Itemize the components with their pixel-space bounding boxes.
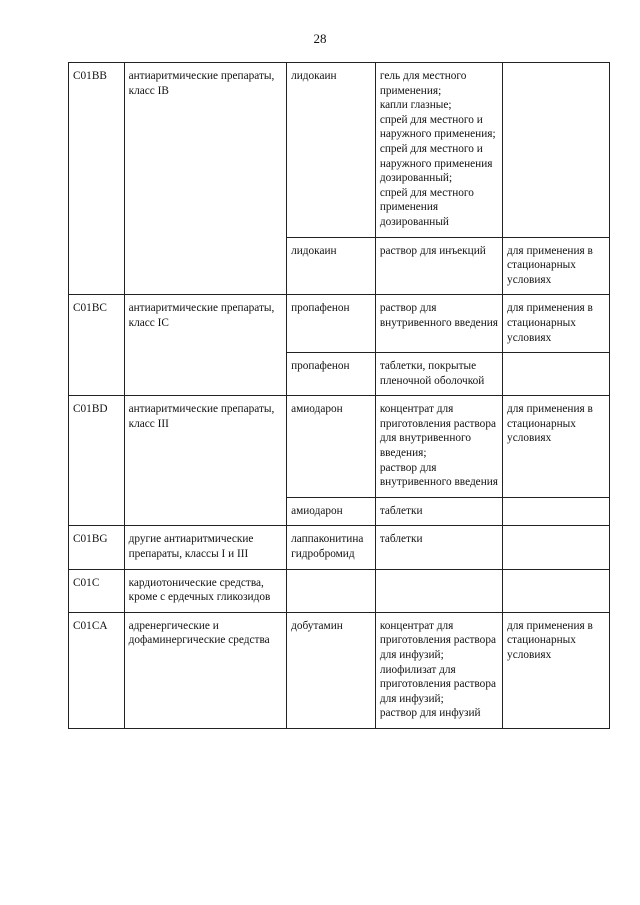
atc-group-cell: антиаритмические препараты, класс III [124,396,287,526]
dosage-form-line: раствор для внутривенного введения [379,302,498,329]
note-cell [503,353,610,396]
note-cell: для применения в стационарных условиях [503,612,610,728]
atc-code-cell: C01C [69,569,125,612]
dosage-form-cell [375,63,502,238]
inn-cell: добутамин [287,612,376,728]
inn-cell: лидокаин [287,63,376,238]
note-cell: для применения в стационарных условиях [503,295,610,353]
dosage-form-cell [375,569,502,612]
atc-code-cell: C01BG [69,526,125,569]
note-cell [503,526,610,569]
atc-group-cell: адренергические и дофаминергические средства [124,612,287,728]
note-cell: для применения в стационарных условиях [503,396,610,498]
inn-cell: лидокаин [287,237,376,295]
dosage-form-line: капли глазные; [379,99,452,112]
dosage-form-line: концентрат для приготовления раствора для инфузий; [379,619,496,661]
dosage-form-line: таблетки [379,533,423,546]
atc-code-cell: C01BB [69,63,125,295]
atc-code-cell: C01BD [69,396,125,526]
dosage-form-cell [375,237,502,295]
dosage-form-line: таблетки [379,504,423,517]
table-row [69,612,610,728]
dosage-form-line: раствор для внутривенного введения [379,461,498,489]
table-row [69,295,610,353]
dosage-form-line: раствор для инфузий [379,707,481,720]
inn-cell: пропафенон [287,295,376,353]
dosage-form-line: спрей для местного и наружного применения дозированный; [379,142,493,185]
dosage-form-line: таблетки, покрытые пленочной оболочкой [379,360,485,387]
table-row [69,526,610,569]
dosage-form-line: раствор для инъекций [379,244,486,257]
inn-cell: лаппаконитина гидробромид [287,526,376,569]
dosage-form-cell [375,396,502,498]
table-row [69,569,610,612]
note-cell [503,497,610,526]
atc-code-cell: C01CA [69,612,125,728]
note-cell: для применения в стационарных условиях [503,237,610,295]
table-body [69,63,610,729]
table-row [69,396,610,498]
page-number: 28 [313,31,327,46]
inn-cell: пропафенон [287,353,376,396]
note-cell [503,63,610,238]
dosage-form-cell [375,497,502,526]
note-cell [503,569,610,612]
atc-group-cell: кардиотонические средства, кроме с ердечных гликозидов [124,569,287,612]
atc-group-cell: антиаритмические препараты, класс IC [124,295,287,396]
inn-cell: амиодарон [287,396,376,498]
table-row [69,63,610,238]
dosage-form-cell [375,295,502,353]
dosage-form-line: гель для местного применения; [379,70,467,97]
dosage-form-line: спрей для местного и наружного применения; [379,113,496,141]
atc-group-cell: антиаритмические препараты, класс IB [124,63,287,295]
inn-cell: амиодарон [287,497,376,526]
dosage-form-line: лиофилизат для приготовления раствора для инфузий; [379,663,496,705]
dosage-form-cell [375,353,502,396]
atc-group-cell: другие антиаритмические препараты, классы I и III [124,526,287,569]
dosage-form-cell [375,526,502,569]
inn-cell [287,569,376,612]
dosage-form-cell [375,612,502,728]
dosage-form-line: спрей для местного применения дозированный [379,186,474,228]
atc-code-cell: C01BC [69,295,125,396]
drug-table [68,62,610,729]
dosage-form-line: концентрат для приготовления раствора для внутривенного введения; [379,403,496,460]
